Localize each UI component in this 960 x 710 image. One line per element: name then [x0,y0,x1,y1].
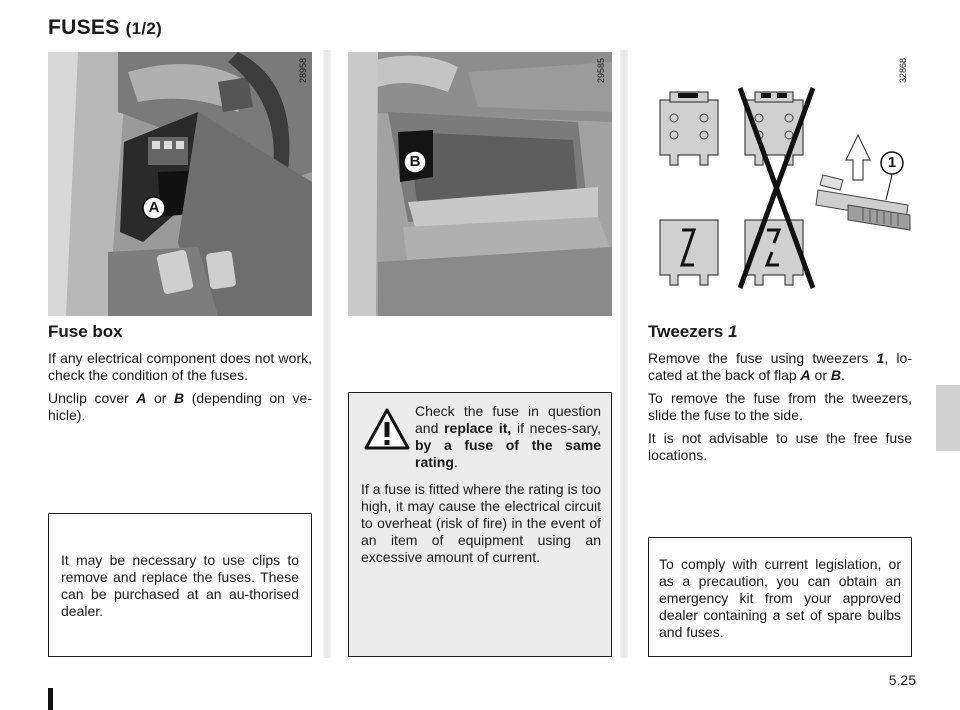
para2-cover-b: B [174,390,185,406]
para2-text-post: (depending on ve-hicle). [48,390,312,423]
warning-text-1 [415,403,601,471]
photo-fuse-cover-a [48,52,312,316]
tweezers-p1-or: or [810,367,831,383]
warning-triangle-icon [363,407,411,451]
tweezers-heading-text: Tweezers [648,322,729,341]
tweezers-p1-pre: Remove the fuse using tweezers [648,350,877,366]
corner-mark [48,688,53,710]
ref-number-middle: 29585 [596,58,606,84]
warning-bold-replace: replace it, [444,420,512,436]
fuse-box-para2 [48,390,312,424]
warning-bold-rating: by a fuse of the same rating [415,437,601,470]
tweezers-p1-mid: , lo-cated at the back of flap [648,350,912,383]
title-part: (1/2) [125,19,163,38]
legislation-note-box [648,537,912,657]
chapter-tab [936,385,960,451]
page-title [48,16,162,40]
page-number: 5.25 [888,672,916,688]
tweezers-p1-end: . [841,367,845,383]
clips-note-box [48,513,312,657]
tweezers-section [648,322,912,464]
tweezers-para1 [648,350,912,384]
tweezers-p1-num: 1 [876,350,885,366]
legislation-note-text: To comply with current legislation, or as a precaution, you can obtain an emergency kit from your approved dealer containing a set of spare bulbs and fuses. [659,556,901,640]
ref-number-right: 32868 [898,58,908,84]
callout-1-label: 1 [887,154,897,171]
warning-box [348,392,612,657]
title-main: FUSES [48,16,120,39]
warning-text-2: If a fuse is fitted where the rating is too high, it may cause the electrical circuit to overheat (risk of fire) in the event of an item of equipment using an excessive amount of current. [361,481,601,565]
para2-text-mid: or [146,390,175,406]
para2-text-pre: Unclip cover [48,390,137,406]
tweezers-heading [648,322,912,342]
tweezers-heading-num: 1 [728,322,738,341]
ref-number-left: 28958 [298,58,308,84]
fuse-box-section [48,322,312,424]
warning-pre: Check the fuse in question and [415,403,601,436]
tweezers-para3: It is not advisable to use the free fuse locations. [648,430,912,463]
photo-fuse-cover-b [348,52,612,316]
column-separator-left [323,50,331,658]
fuse-tweezers-illustration [648,80,918,290]
para2-cover-a: A [136,390,147,406]
column-separator-right [620,50,628,658]
tweezers-p1-b: B [830,367,842,383]
warning-end: . [453,454,458,470]
warning-mid: if neces-sary, [511,420,601,436]
callout-a-label: A [148,199,160,216]
callout-b-label: B [409,153,421,170]
tweezers-para2: To remove the fuse from the tweezers, slide the fuse to the side. [648,390,912,423]
fuse-box-para1: If any electrical component does not work, check the condition of the fuses. [48,350,312,383]
tweezers-p1-a: A [800,367,811,383]
fuse-box-heading: Fuse box [48,322,123,341]
clips-note-text: It may be necessary to use clips to remove and replace the fuses. These can be purchased at an au-thorised dealer. [61,552,299,619]
